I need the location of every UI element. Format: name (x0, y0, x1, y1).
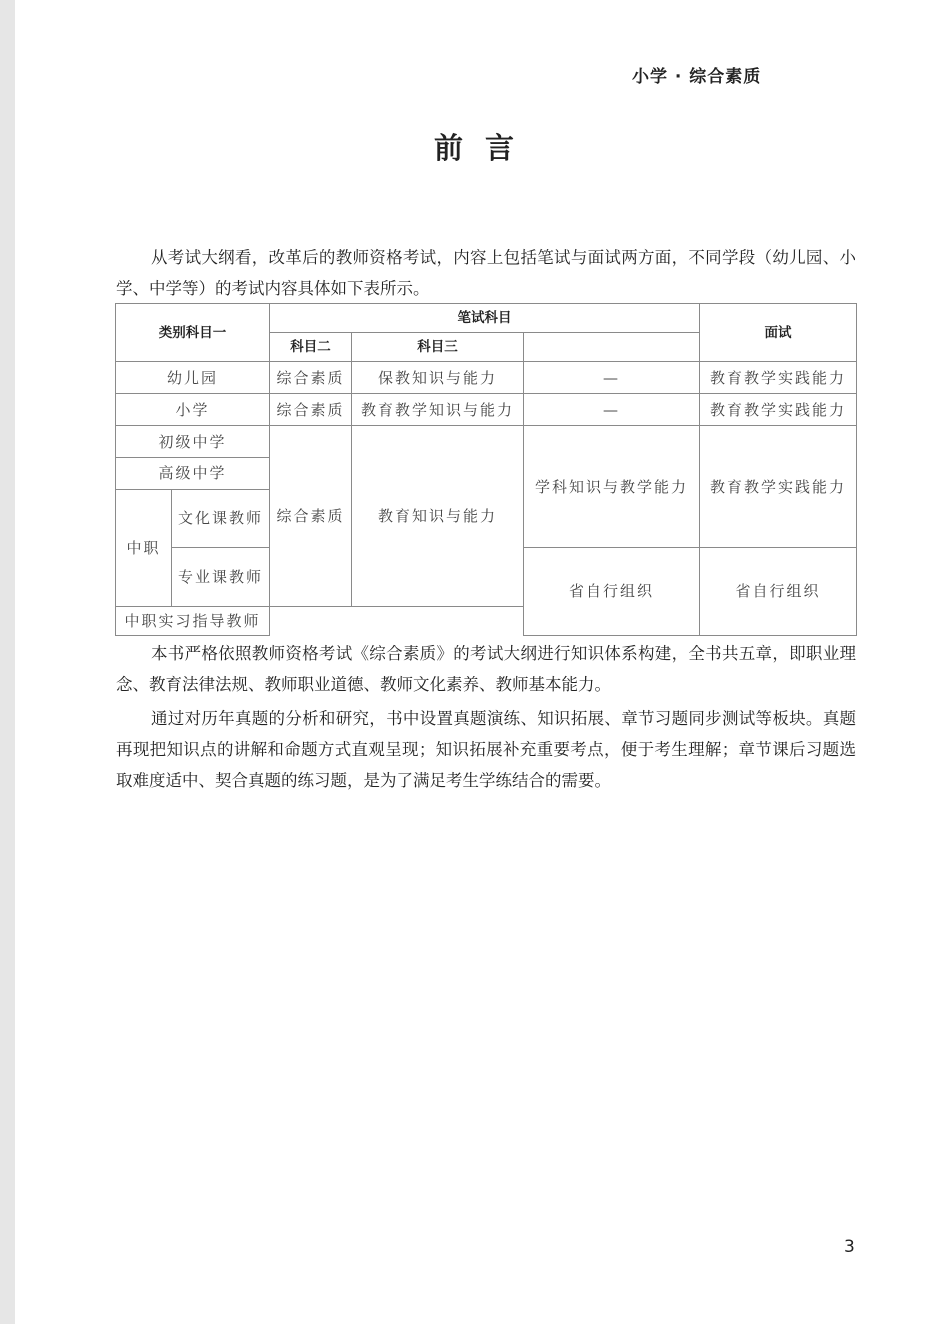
header-subject-three: 科目三 (352, 333, 524, 362)
page-gutter (0, 0, 15, 1324)
page-title: 前言 (433, 131, 536, 165)
vocational-major-teacher: 专业课教师 (172, 547, 270, 606)
header-subject-four (524, 333, 700, 362)
row-junior-middle-category: 初级中学 (116, 426, 270, 458)
row-kindergarten-subject2: 保教知识与能力 (352, 362, 524, 394)
vocational-culture-teacher: 文化课教师 (172, 489, 270, 547)
structure-paragraph: 本书严格依照教师资格考试《综合素质》的考试大纲进行知识体系构建，全书共五章，即职业理念、教育法律法规、教师职业道德、教师文化素养、教师基本能力。 (116, 644, 856, 694)
running-header: 小学 · 综合素质 (632, 67, 762, 87)
row-primary-category: 小学 (116, 394, 270, 426)
row-primary-interview: 教育教学实践能力 (700, 394, 857, 426)
header-subject-two: 科目二 (270, 333, 352, 362)
row-kindergarten-interview: 教育教学实践能力 (700, 362, 857, 394)
secondary-subject3-cell: 学科知识与教学能力 (524, 426, 700, 547)
major-subject3-cell: 省自行组织 (524, 547, 700, 635)
header-written-exam: 笔试科目 (270, 304, 700, 333)
row-vocational-internship-teacher: 中职实习指导教师 (116, 606, 270, 635)
header-interview: 面试 (700, 304, 857, 362)
row-primary-subject2: 教育教学知识与能力 (352, 394, 524, 426)
features-paragraph: 通过对历年真题的分析和研究，书中设置真题演练、知识拓展、章节习题同步测试等板块。真题再现把知识点的讲解和命题方式直观呈现；知识拓展补充重要考点，便于考生理解；章节课后习题选取难度适中、契合真题的练习题，是为了满足考生学练结合的需要。 (116, 709, 856, 790)
row-kindergarten-subject3: — (524, 362, 700, 394)
secondary-subject2-cell: 教育知识与能力 (352, 426, 524, 606)
major-interview-cell: 省自行组织 (700, 547, 857, 635)
row-kindergarten-subject1: 综合素质 (270, 362, 352, 394)
secondary-subject1-cell: 综合素质 (270, 426, 352, 606)
secondary-interview-cell: 教育教学实践能力 (700, 426, 857, 547)
intro-paragraph: 从考试大纲看，改革后的教师资格考试，内容上包括笔试与面试两方面，不同学段（幼儿园、小学、中学等）的考试内容具体如下表所示。 (116, 248, 856, 298)
row-vocational-category: 中职 (116, 489, 172, 606)
row-senior-middle-category: 高级中学 (116, 458, 270, 489)
page-number: 3 (844, 1237, 855, 1257)
row-primary-subject3: — (524, 394, 700, 426)
header-category: 类别科目一 (116, 304, 270, 362)
row-primary-subject1: 综合素质 (270, 394, 352, 426)
exam-content-table (115, 303, 857, 636)
row-kindergarten-category: 幼儿园 (116, 362, 270, 394)
